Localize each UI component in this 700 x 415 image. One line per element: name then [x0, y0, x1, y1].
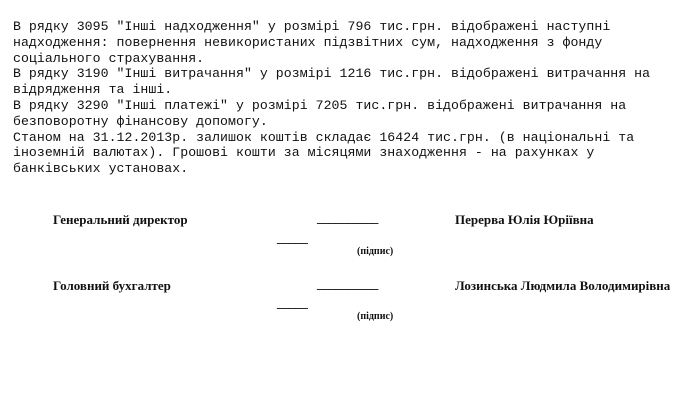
note-line: В рядку 3095 "Інші надходження" у розмірі 796 тис.грн. відображені наступні — [13, 19, 611, 34]
signature-line: __________ — [317, 210, 379, 225]
signatory-name: Лозинська Людмила Володимирівна — [455, 278, 671, 293]
signatory-name: Перерва Юлія Юріївна — [455, 212, 594, 227]
note-line: В рядку 3290 "Інші платежі" у розмірі 7205 тис.грн. відображені витрачання на — [13, 97, 627, 113]
note-line: відрядження та інші. — [13, 82, 173, 98]
signature-line: __________ — [317, 276, 379, 291]
note-line: банківських установах. — [13, 161, 189, 177]
signature-caption: (підпис) — [357, 246, 394, 257]
note-line: соціального страхування. — [13, 50, 205, 66]
signatory-title: Головний бухгалтер — [53, 278, 171, 293]
note-line: В рядку 3190 "Інші витрачання" у розмірі 1216 тис.грн. відображені витрачання на — [13, 66, 651, 82]
note-line: іноземній валютах). Грошові кошти за місяцями знаходження - на рахунках у — [13, 145, 595, 161]
signature-line-continuation: _____ — [277, 230, 308, 245]
signatory-title: Генеральний директор — [53, 212, 188, 227]
note-line: Станом на 31.12.2013р. залишок коштів складає 16424 тис.грн. (в національні та — [13, 129, 635, 145]
signature-caption: (підпис) — [357, 311, 394, 322]
note-line: надходження: повернення невикористаних підзвітних сум, надходження з фонду — [13, 34, 603, 50]
note-line: безповоротну фінансову допомогу. — [13, 113, 268, 129]
signature-line-continuation: _____ — [277, 295, 308, 310]
cash-flow-notes — [13, 19, 697, 177]
